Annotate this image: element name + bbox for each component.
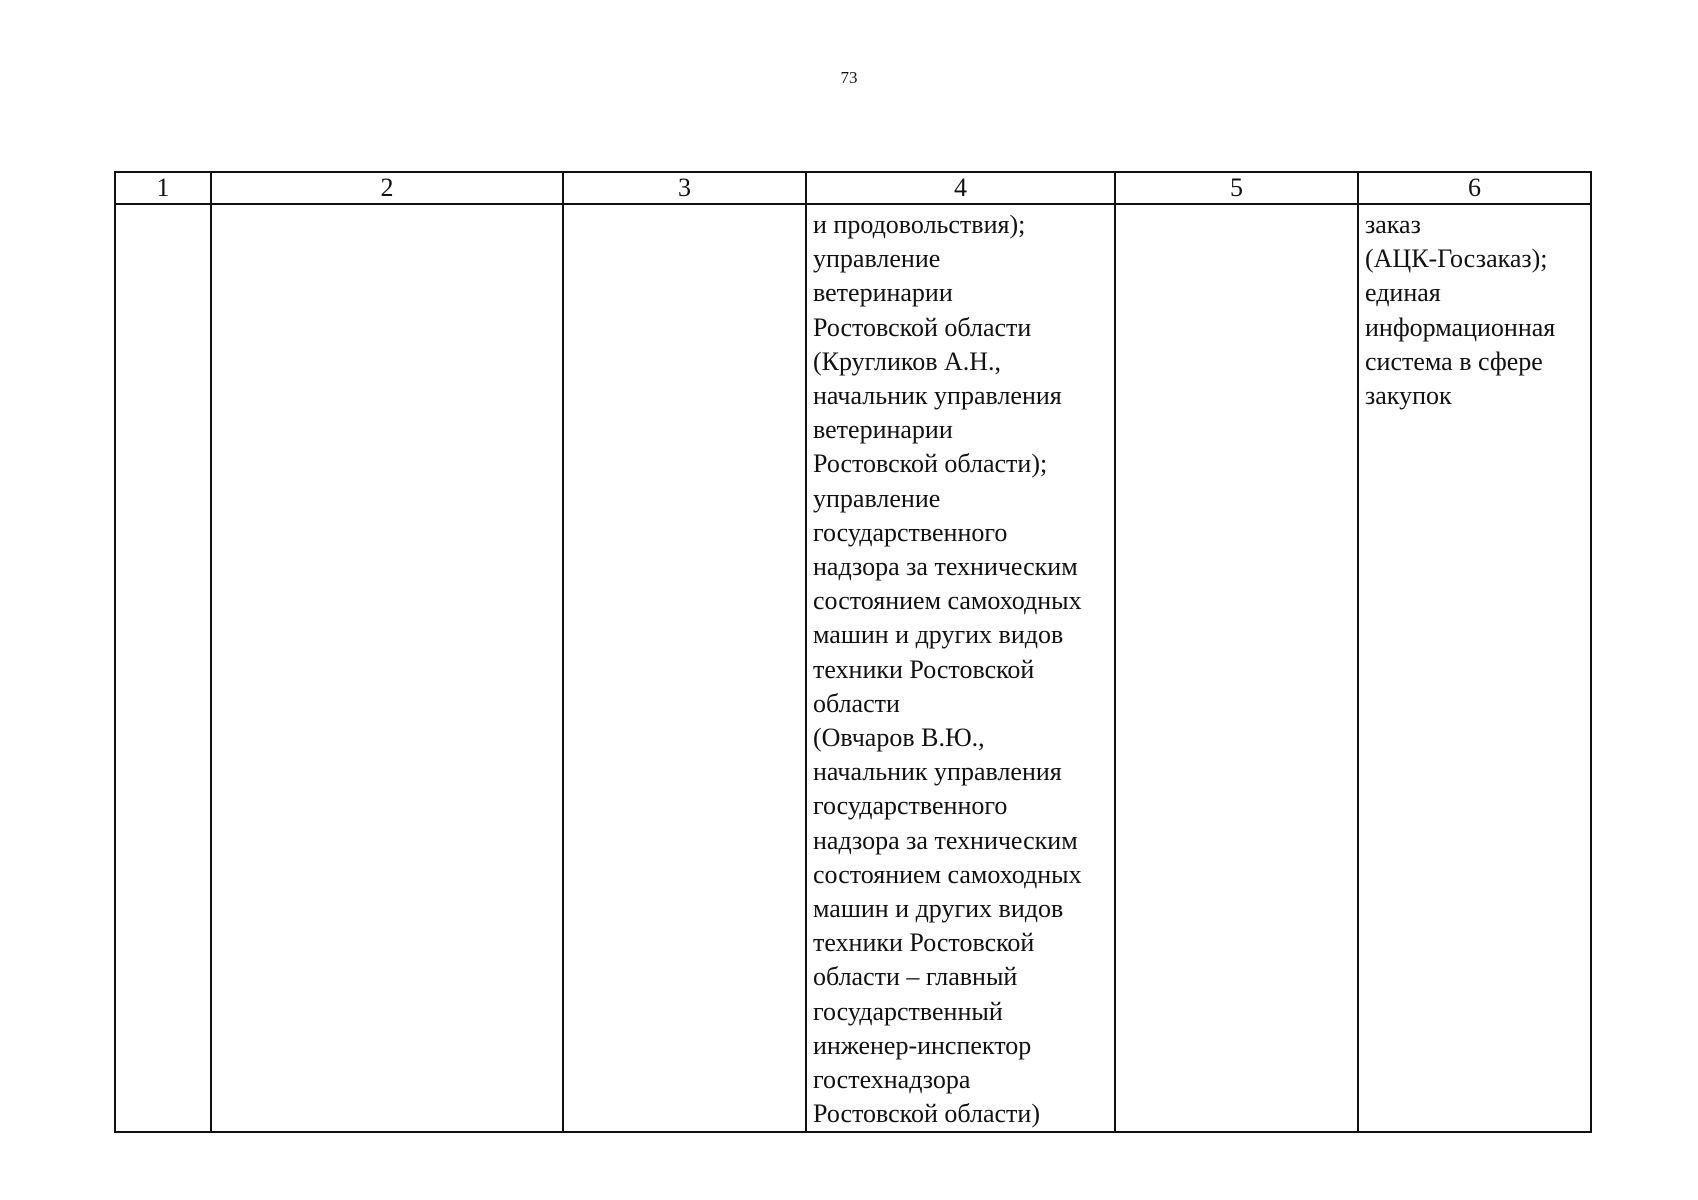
cell-line: машин и других видов bbox=[813, 894, 1064, 924]
column-header-3: 3 bbox=[563, 172, 806, 204]
cell-line: машин и других видов bbox=[813, 620, 1064, 650]
cell-col-3 bbox=[563, 204, 806, 1132]
table-row bbox=[115, 204, 1591, 1132]
column-header-1: 1 bbox=[115, 172, 211, 204]
cell-line: ветеринарии bbox=[813, 415, 953, 445]
column-header-4: 4 bbox=[806, 172, 1115, 204]
cell-line: единая bbox=[1365, 278, 1441, 308]
cell-line: заказ bbox=[1365, 210, 1421, 239]
cell-line: надзора за техническим bbox=[813, 552, 1078, 582]
cell-col-2 bbox=[211, 204, 563, 1132]
cell-line: Ростовской области bbox=[813, 312, 1032, 342]
column-header-6: 6 bbox=[1358, 172, 1591, 204]
cell-line: информационная bbox=[1365, 312, 1556, 342]
cell-line: (Кругликов А.Н., bbox=[813, 346, 1002, 376]
information-systems-text bbox=[1359, 205, 1590, 413]
cell-line: государственного bbox=[813, 517, 1008, 547]
document-table bbox=[114, 171, 1592, 1133]
cell-line: состоянием самоходных bbox=[813, 859, 1082, 889]
cell-line: управление bbox=[813, 244, 941, 274]
cell-line: начальник управления bbox=[813, 757, 1062, 787]
column-header-5: 5 bbox=[1115, 172, 1358, 204]
responsible-executors-text bbox=[807, 205, 1114, 1131]
cell-line: государственного bbox=[813, 791, 1008, 821]
page-number: 73 bbox=[840, 68, 858, 87]
cell-line: инженер-инспектор bbox=[813, 1030, 1032, 1060]
cell-line: области – главный bbox=[813, 962, 1018, 992]
cell-line: система в сфере bbox=[1365, 346, 1543, 376]
cell-line: закупок bbox=[1365, 381, 1452, 411]
cell-line: техники Ростовской bbox=[813, 654, 1035, 684]
cell-line: начальник управления bbox=[813, 381, 1062, 411]
cell-col-6 bbox=[1358, 204, 1591, 1132]
cell-col-4 bbox=[806, 204, 1115, 1132]
cell-col-5 bbox=[1115, 204, 1358, 1132]
cell-line: ветеринарии bbox=[813, 278, 953, 308]
cell-line: управление bbox=[813, 483, 941, 513]
cell-col-1 bbox=[115, 204, 211, 1132]
cell-line: Ростовской области) bbox=[813, 1099, 1040, 1129]
cell-line: надзора за техническим bbox=[813, 825, 1078, 855]
cell-line: (АЦК-Госзаказ); bbox=[1365, 244, 1548, 274]
cell-line: и продовольствия); bbox=[813, 210, 1026, 239]
cell-line: государственный bbox=[813, 996, 1003, 1026]
cell-line: состоянием самоходных bbox=[813, 586, 1082, 616]
cell-line: (Овчаров В.Ю., bbox=[813, 723, 985, 753]
cell-line: области bbox=[813, 688, 900, 718]
cell-line: техники Ростовской bbox=[813, 928, 1035, 958]
cell-line: Ростовской области); bbox=[813, 449, 1048, 479]
table-header-row bbox=[115, 172, 1591, 204]
column-header-2: 2 bbox=[211, 172, 563, 204]
cell-line: гостехнадзора bbox=[813, 1065, 971, 1095]
